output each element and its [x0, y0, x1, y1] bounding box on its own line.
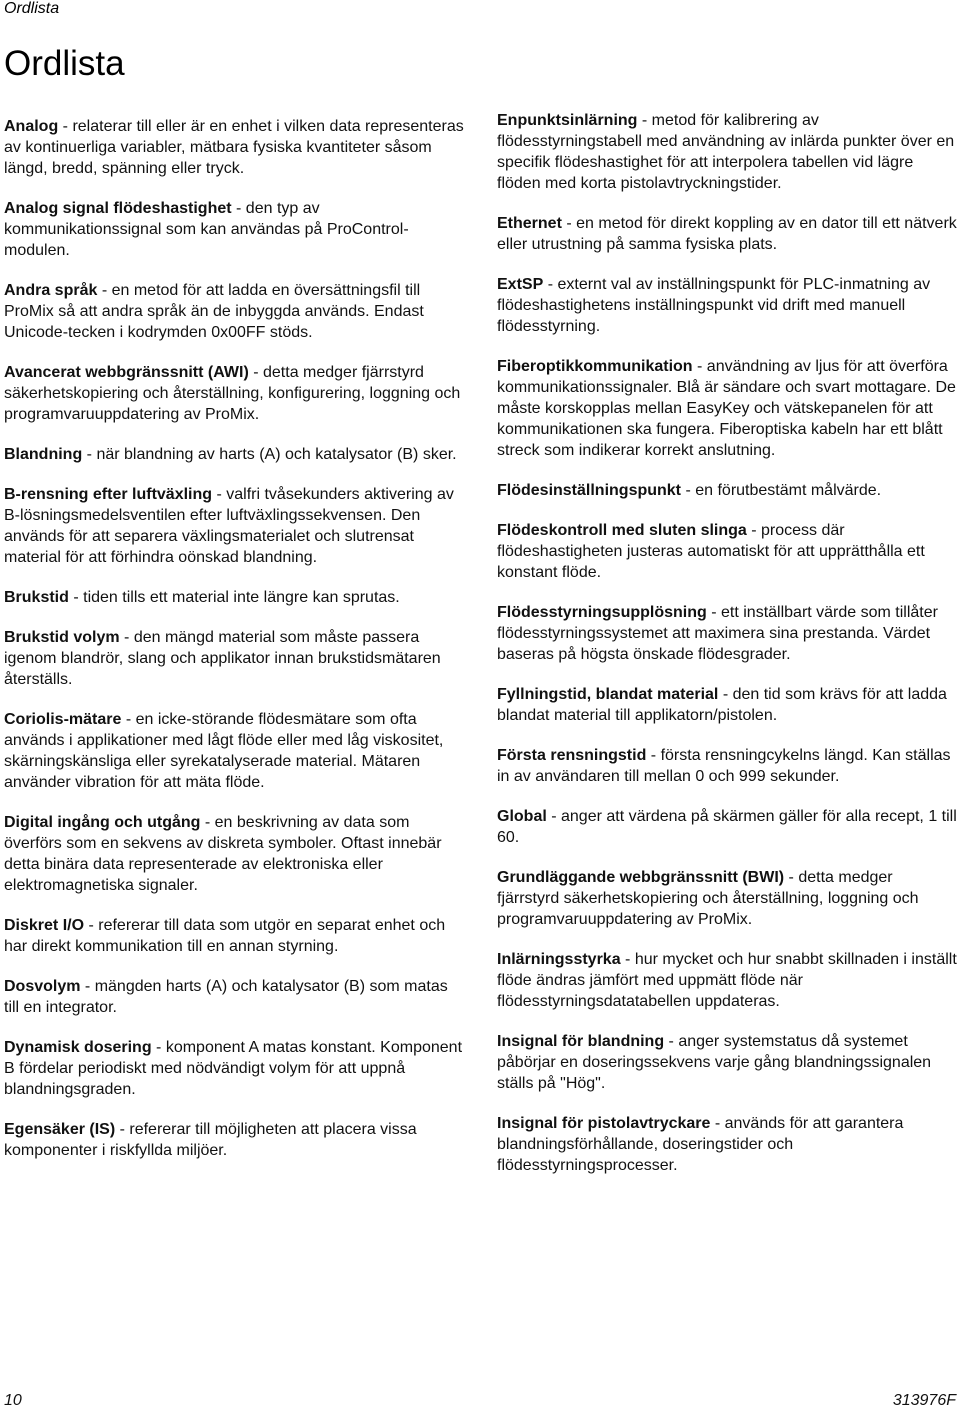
glossary-definition: - användning av ljus för att överföra kommunikationssignaler. Blå är sändare och svart mottagare. De måste korskopplas mellan EasyKey och vätskepanelen för att kommunikationen ska fungera. Fiberoptiska kabeln har ett blått streck som indikerar korrekt anslutning.: [497, 358, 956, 459]
glossary-definition: - detta medger fjärrstyrd säkerhetskopiering och återställning, loggning och programvaruuppdatering av ProMix.: [497, 869, 919, 928]
glossary-entry: [497, 274, 957, 337]
glossary-term: Flödesstyrningsupplösning: [497, 604, 707, 621]
glossary-term: Insignal för blandning: [497, 1033, 665, 1050]
glossary-entry: [4, 709, 466, 793]
glossary-definition: - när blandning av harts (A) och katalysator (B) sker.: [82, 446, 457, 463]
glossary-term: ExtSP: [497, 276, 544, 293]
glossary-term: B-rensning efter luftväxling: [4, 486, 213, 503]
glossary-definition: - tiden tills ett material inte längre kan sprutas.: [68, 589, 400, 606]
glossary-definition: - hur mycket och hur snabbt skillnaden i inställt flöde ändras jämfört med uppmätt flöde när flödesstyrningsdatatabellen uppdateras.: [497, 951, 957, 1010]
glossary-entry: [497, 949, 957, 1012]
glossary-definition: - komponent A matas konstant. Komponent B fördelar periodiskt med nödvändigt volym för att uppnå blandningsgraden.: [4, 1039, 463, 1098]
glossary-term: Egensäker (IS): [4, 1121, 116, 1138]
glossary-term: Diskret I/O: [4, 917, 85, 934]
glossary-entry: [4, 116, 466, 179]
glossary-entry: [4, 627, 466, 690]
glossary-entry: [497, 213, 957, 255]
glossary-entry: [4, 444, 466, 465]
glossary-definition: - externt val av inställningspunkt för PLC-inmatning av flödeshastighetens inställningspunkt vid drift med manuell flödesstyrning.: [497, 276, 931, 335]
glossary-entry: [497, 867, 957, 930]
page-number: 10: [4, 1392, 22, 1409]
glossary-definition: - används för att garantera blandningsförhållande, doseringstider och flödesstyrningsprocesser.: [497, 1115, 904, 1174]
glossary-definition: - den tid som krävs för att ladda blandat material till applikatorn/pistolen.: [497, 686, 947, 724]
glossary-entry: [497, 520, 957, 583]
glossary-entry: [4, 1119, 466, 1161]
glossary-term: Andra språk: [4, 282, 98, 299]
glossary-definition: - den mängd material som måste passera igenom blandrör, slang och applikator innan brukstidsmätaren återställs.: [4, 629, 441, 688]
glossary-entry: [497, 806, 957, 848]
glossary-definition: - en beskrivning av data som överförs som en sekvens av diskreta symboler. Oftast innebär detta binära data representerade av elektroniska eller elektromagnetiska signaler.: [4, 814, 442, 894]
glossary-term: Fyllningstid, blandat material: [497, 686, 719, 703]
glossary-term: Dosvolym: [4, 978, 81, 995]
glossary-entry: [4, 1037, 466, 1100]
glossary-entry: [4, 484, 466, 568]
glossary-entry: [4, 587, 466, 608]
glossary-entry: [497, 684, 957, 726]
glossary-definition: - mängden harts (A) och katalysator (B) som matas till en integrator.: [4, 978, 448, 1016]
glossary-definition: - ett inställbart värde som tillåter flödesstyrningssystemet att maximera sina prestanda. Värdet baseras på högsta önskade flödesgrader.: [497, 604, 938, 663]
running-header: Ordlista: [4, 0, 60, 17]
glossary-definition: - en förutbestämt målvärde.: [681, 482, 882, 499]
glossary-term: Ethernet: [497, 215, 562, 232]
glossary-definition: - valfri tvåsekunders aktivering av B-lösningsmedelsventilen efter luftväxlingssekvensen. Den används för att separera växlingsmaterialet och slutrensat material för att förhindra oönskad blandning.: [4, 486, 454, 566]
glossary-entry: [497, 1031, 957, 1094]
glossary-definition: - första rensningcykelns längd. Kan ställas in av användaren till mellan 0 och 999 sekunder.: [497, 747, 951, 785]
glossary-entry: [4, 280, 466, 343]
glossary-definition: - den typ av kommunikationssignal som kan användas på ProControl-modulen.: [4, 200, 409, 259]
glossary-term: Flödesinställningspunkt: [497, 482, 682, 499]
glossary-term: Brukstid: [4, 589, 69, 606]
glossary-definition: - anger att värdena på skärmen gäller för alla recept, 1 till 60.: [497, 808, 957, 846]
glossary-term: Brukstid volym: [4, 629, 120, 646]
glossary-term: Global: [497, 808, 547, 825]
glossary-term: Fiberoptikkommunikation: [497, 358, 693, 375]
glossary-term: Analog: [4, 118, 59, 135]
glossary-term: Dynamisk dosering: [4, 1039, 152, 1056]
glossary-entry: [4, 976, 466, 1018]
glossary-entry: [497, 1113, 957, 1176]
glossary-definition: - en metod för att ladda en översättningsfil till ProMix så att andra språk än de inbyggda används. Endast Unicode-tecken i kodrymden 0x00FF stöds.: [4, 282, 424, 341]
glossary-entry: [4, 812, 466, 896]
glossary-definition: - detta medger fjärrstyrd säkerhetskopiering och återställning, konfigurering, loggning och programvaruuppdatering av ProMix.: [4, 364, 461, 423]
glossary-term: Insignal för pistolavtryckare: [497, 1115, 711, 1132]
glossary-term: Flödeskontroll med sluten slinga: [497, 522, 747, 539]
glossary-term: Grundläggande webbgränssnitt (BWI): [497, 869, 785, 886]
glossary-entry: [497, 356, 957, 461]
glossary-term: Enpunktsinlärning: [497, 112, 638, 129]
glossary-definition: - metod för kalibrering av flödesstyrningstabell med användning av inlärda punkter över en specifik flödeshastighet för att interpolera tabellen vid lägre flöden med korta pistolavtryckningstider.: [497, 112, 955, 192]
glossary-term: Blandning: [4, 446, 83, 463]
glossary-definition: - anger systemstatus då systemet påbörjar en doseringssekvens varje gång blandningssignalen ställs på "Hög".: [497, 1033, 932, 1092]
glossary-entry: [497, 110, 957, 194]
glossary-term: Digital ingång och utgång: [4, 814, 201, 831]
glossary-definition: - relaterar till eller är en enhet i vilken data representeras av kontinuerliga variabler, mätbara fysiska kvantiteter såsom längd, bredd, spänning eller tryck.: [4, 118, 464, 177]
glossary-term: Analog signal flödeshastighet: [4, 200, 232, 217]
glossary-entry: [497, 602, 957, 665]
glossary-entry: [4, 198, 466, 261]
glossary-definition: - refererar till möjligheten att placera vissa komponenter i riskfyllda miljöer.: [4, 1121, 417, 1159]
glossary-definition: - process där flödeshastigheten justeras automatiskt för att upprätthålla ett konstant flöde.: [497, 522, 925, 581]
glossary-entry: [497, 745, 957, 787]
glossary-term: Inlärningsstyrka: [497, 951, 621, 968]
glossary-term: Coriolis-mätare: [4, 711, 122, 728]
document-number: 313976F: [892, 1392, 956, 1409]
glossary-column-right: [497, 110, 957, 1195]
glossary-entry: [4, 915, 466, 957]
glossary-term: Avancerat webbgränssnitt (AWI): [4, 364, 249, 381]
glossary-entry: [497, 480, 957, 501]
glossary-definition: - refererar till data som utgör en separat enhet och har direkt kommunikation till en annan styrning.: [4, 917, 446, 955]
glossary-entry: [4, 362, 466, 425]
page-title: Ordlista: [4, 44, 125, 83]
glossary-term: Första rensningstid: [497, 747, 647, 764]
glossary-definition: - en icke-störande flödesmätare som ofta används i applikationer med lågt flöde eller med låg viskositet, skärningskänsliga eller syrekatalyserade material. Mätaren använder vibration för att mäta flöde.: [4, 711, 444, 791]
glossary-definition: - en metod för direkt koppling av en dator till ett nätverk eller utrustning på samma fysiska plats.: [497, 215, 957, 253]
glossary-column-left: [4, 116, 466, 1180]
